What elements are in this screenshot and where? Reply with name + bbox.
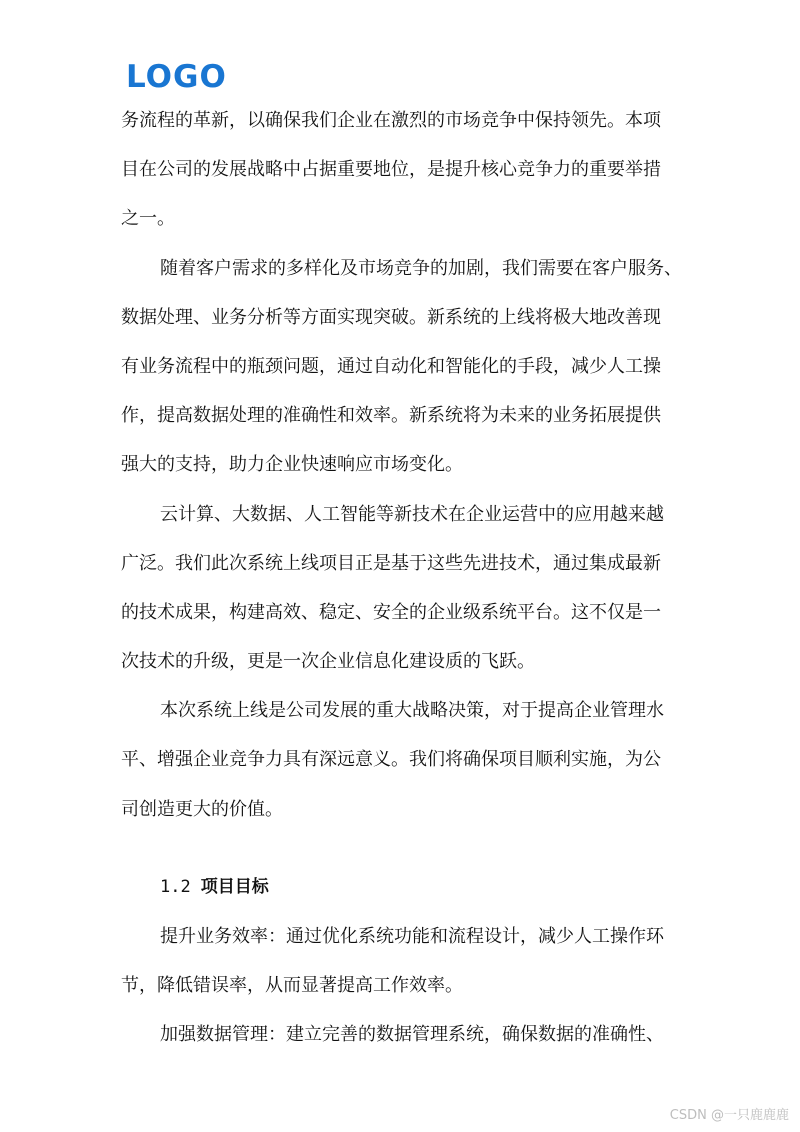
paragraph-customer-demand xyxy=(121,244,683,490)
paragraph-strategic-decision xyxy=(121,686,683,834)
text-line: 务流程的革新，以确保我们企业在激烈的市场竞争中保持领先。本项 xyxy=(121,110,661,131)
text-line: 强大的支持，助力企业快速响应市场变化。 xyxy=(121,454,463,476)
text-line: 随着客户需求的多样化及市场竞争的加剧，我们需要在客户服务、 xyxy=(160,257,682,279)
watermark: CSDN @一只鹿鹿鹿 xyxy=(669,1108,789,1123)
text-line: 平、增强企业竞争力具有深远意义。我们将确保项目顺利实施，为公 xyxy=(121,749,661,771)
paragraph-new-technology xyxy=(121,490,683,687)
text-line: 加强数据管理：建立完善的数据管理系统，确保数据的准确性、 xyxy=(160,1024,664,1046)
text-line: 的技术成果，构建高效、稳定、安全的企业级系统平台。这不仅是一 xyxy=(121,601,661,623)
goal-business-efficiency xyxy=(121,912,683,1010)
logo: LOGO xyxy=(126,59,227,95)
text-line: 有业务流程中的瓶颈问题，通过自动化和智能化的手段，减少人工操 xyxy=(121,355,661,377)
text-line: 提升业务效率：通过优化系统功能和流程设计，减少人工操作环 xyxy=(160,926,664,947)
section-number: 1.2 xyxy=(160,876,191,897)
text-line: 司创造更大的价值。 xyxy=(121,798,283,820)
text-line: 广泛。我们此次系统上线项目正是基于这些先进技术，通过集成最新 xyxy=(121,552,661,574)
text-line: 数据处理、业务分析等方面实现突破。新系统的上线将极大地改善现 xyxy=(121,306,661,328)
document-body xyxy=(121,96,683,1060)
text-line: 本次系统上线是公司发展的重大战略决策，对于提高企业管理水 xyxy=(160,700,664,722)
text-line: 作，提高数据处理的准确性和效率。新系统将为未来的业务拓展提供 xyxy=(121,405,661,427)
section-title: 项目目标 xyxy=(200,876,269,897)
text-line: 目在公司的发展战略中占据重要地位，是提升核心竞争力的重要举措 xyxy=(121,159,661,181)
text-line: 云计算、大数据、人工智能等新技术在企业运营中的应用越来越 xyxy=(160,503,664,525)
section-heading xyxy=(121,863,683,912)
text-line: 之一。 xyxy=(121,208,175,230)
text-line: 节，降低错误率，从而显著提高工作效率。 xyxy=(121,975,463,997)
text-line: 次技术的升级，更是一次企业信息化建设质的飞跃。 xyxy=(121,651,535,673)
paragraph-continuation xyxy=(121,96,683,244)
goal-data-management xyxy=(121,1010,683,1059)
